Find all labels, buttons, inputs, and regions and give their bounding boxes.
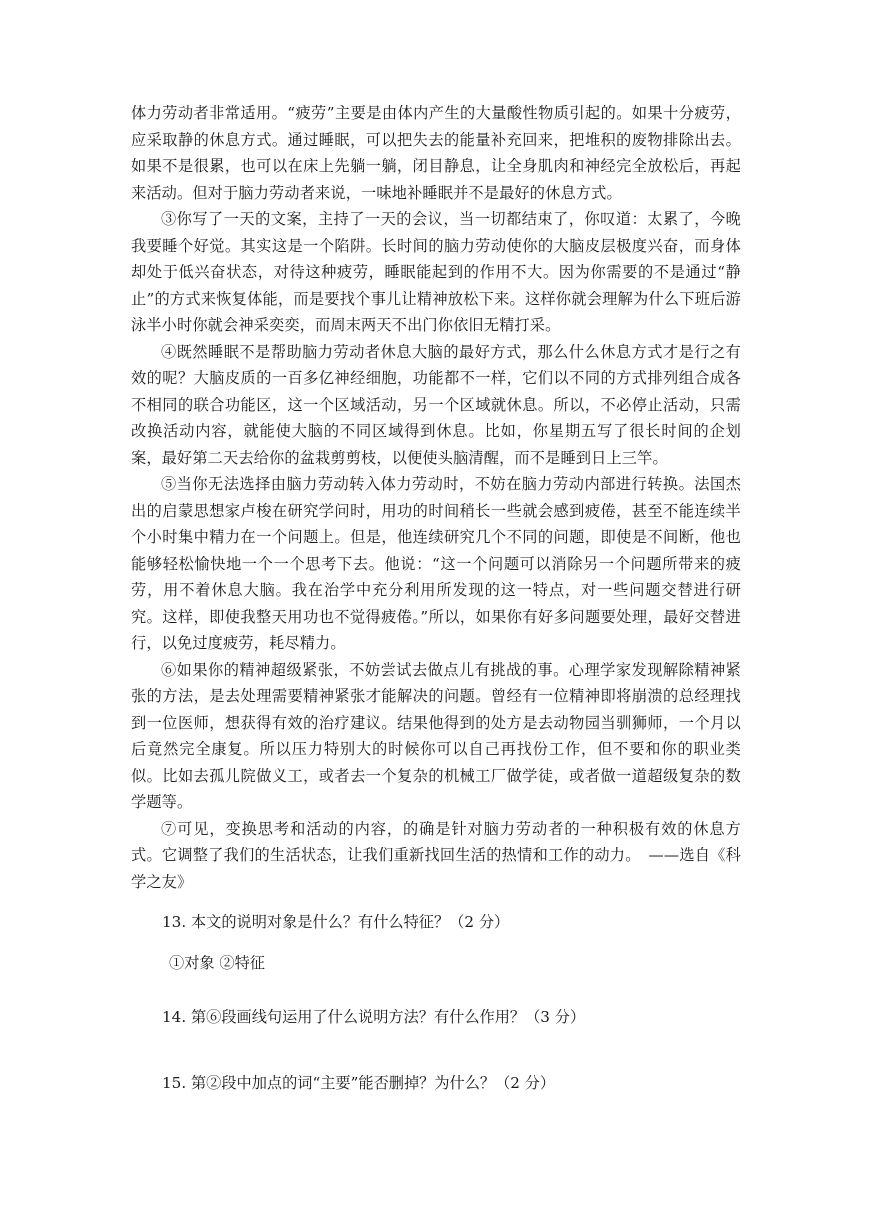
question-14: 14. 第⑥段画线句运用了什么说明方法？有什么作用？（3 分） xyxy=(162,1008,586,1026)
paragraph-6: ⑥如果你的精神超级紧张，不妨尝试去做点儿有挑战的事。心理学家发现解除精神紧张的方法，是去处理需要精神紧张才能解决的问题。曾经有一位精神即将崩溃的总经理找到一位医师，想获得有效的治疗建议。结果他得到的处方是去动物园当驯狮师，一个月以后竟然完全康复。所以压力特别大的时候你可以自己再找份工作，但不要和你的职业类似。比如去孤儿院做义工，或者去一个复杂的机械工厂做学徒，或者做一道超级复杂的数学题等。 xyxy=(131,660,741,811)
paragraph-4: ④既然睡眠不是帮助脑力劳动者休息大脑的最好方式，那么什么休息方式才是行之有效的呢？大脑皮质的一百多亿神经细胞，功能都不一样，它们以不同的方式排列组合成各不相同的联合功能区，这一个区域活动，另一个区域就休息。所以，不必停止活动，只需改换活动内容，就能使大脑的不同区域得到休息。比如，你星期五写了很长时间的企划案，最好第二天去给你的盆栽剪剪枝，以便使头脑清醒，而不是睡到日上三竿。 xyxy=(131,342,741,467)
question-15: 15. 第②段中加点的词“主要”能否删掉？为什么？（2 分） xyxy=(162,1073,556,1092)
paragraph-7: ⑦可见，变换思考和活动的内容，的确是针对脑力劳动者的一种积极有效的休息方式。它调整了我们的生活状态，让我们重新找回生活的热情和工作的动力。 ——选自《科学之友》 xyxy=(131,819,741,891)
question-13: 13. 本文的说明对象是什么？有什么特征？（2 分） xyxy=(162,913,510,931)
document-page xyxy=(131,100,741,1096)
paragraph-2-continued: 体力劳动者非常适用。“疲劳”主要是由体内产生的大量酸性物质引起的。如果十分疲劳，应采取静的休息方式。通过睡眠，可以把失去的能量补充回来，把堆积的废物排除出去。如果不是很累，也可以在床上先躺一躺，闭目静息，让全身肌肉和神经完全放松后，再起来活动。但对于脑力劳动者来说，一味地补睡眠并不是最好的休息方式。 xyxy=(131,104,741,202)
answer-13-prompts: ①对象 ②特征 xyxy=(169,953,265,972)
paragraph-3: ③你写了一天的文案，主持了一天的会议，当一切都结束了，你叹道：太累了，今晚我要睡个好觉。其实这是一个陷阱。长时间的脑力劳动使你的大脑皮层极度兴奋，而身体却处于低兴奋状态，对待这种疲劳，睡眠能起到的作用不大。因为你需要的不是通过“静止”的方式来恢复体能，而是要找个事儿让精神放松下来。这样你就会理解为什么下班后游泳半小时你就会神采奕奕，而周末两天不出门你依旧无精打采。 xyxy=(131,210,741,334)
paragraph-5: ⑤当你无法选择由脑力劳动转入体力劳动时，不妨在脑力劳动内部进行转换。法国杰出的启蒙思想家卢梭在研究学问时，用功的时间稍长一些就会感到疲倦，甚至不能连续半个小时集中精力在一个问题上。但是，他连续研究几个不同的问题，即使是不间断，他也能够轻松愉快地一个一个思考下去。他说：“这一个问题可以消除另一个问题所带来的疲劳，用不着休息大脑。我在治学中充分利用所发现的这一特点，对一些问题交替进行研究。这样，即使我整天用功也不觉得疲倦。”所以，如果你有好多问题要处理，最好交替进行，以免过度疲劳，耗尽精力。 xyxy=(131,475,741,652)
